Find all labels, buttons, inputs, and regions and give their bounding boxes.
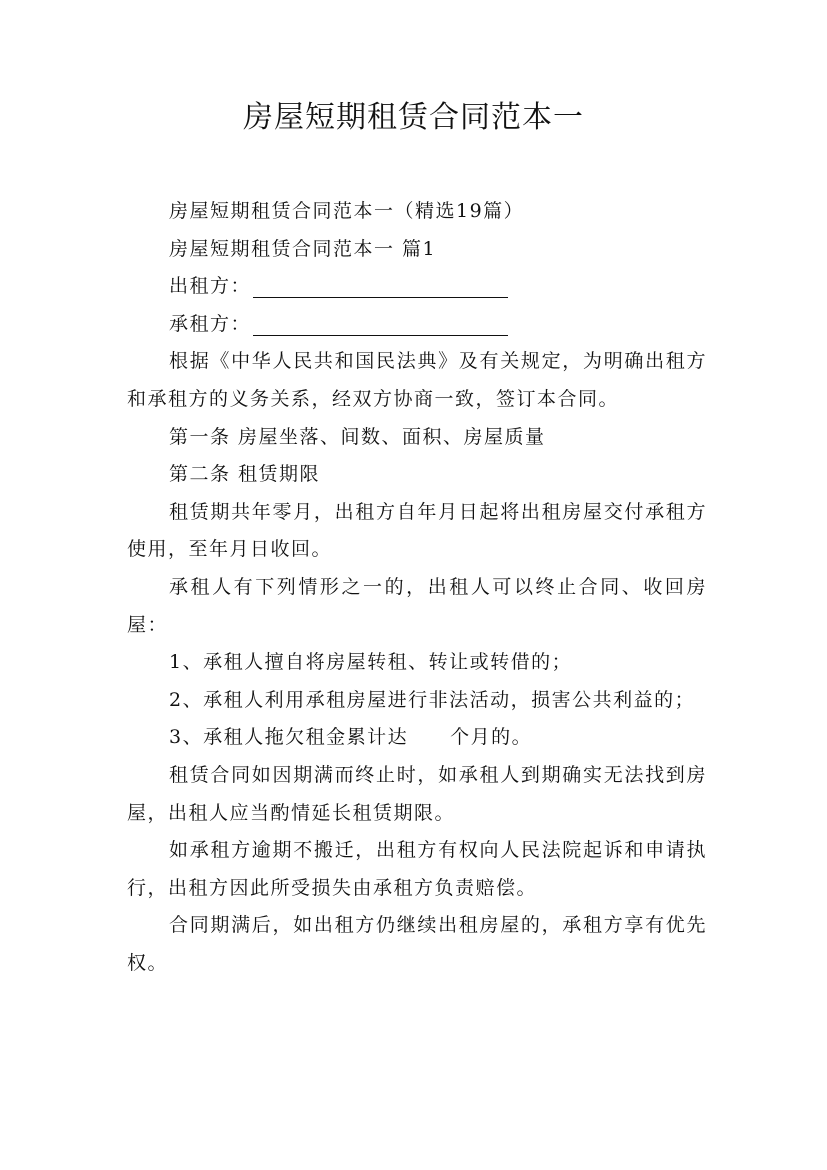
document-title: 房屋短期租赁合同范本一 xyxy=(243,100,584,135)
paragraph-subtitle: 房屋短期租赁合同范本一（精选19篇） xyxy=(169,200,525,222)
paragraph-overdue-relocation: 如承租方逾期不搬迁，出租方有权向人民法院起诉和申请执行，出租方因此所受损失由承租方负责赔偿。 xyxy=(127,839,707,899)
lessor-blank-field xyxy=(253,275,508,298)
paragraph-lease-term: 租赁期共年零月，出租方自年月日起将出租房屋交付承租方使用，至年月日收回。 xyxy=(127,500,707,561)
lessor-line xyxy=(127,268,707,306)
paragraph-priority-right: 合同期满后，如出租方仍继续出租房屋的，承租方享有优先权。 xyxy=(127,914,707,974)
lessee-blank-field xyxy=(253,313,508,336)
lessor-label: 出租方： xyxy=(169,275,252,298)
paragraph-article-2: 第二条 租赁期限 xyxy=(169,463,321,486)
lessee-line xyxy=(127,306,707,344)
paragraph-preamble: 根据《中华人民共和国民法典》及有关规定，为明确出租方和承租方的义务关系，经双方协商一致，签订本合同。 xyxy=(127,350,707,410)
paragraph-article-1: 第一条 房屋坐落、间数、面积、房屋质量 xyxy=(169,425,546,448)
paragraph-expiry-extension: 租赁合同如因期满而终止时，如承租人到期确实无法找到房屋，出租人应当酌情延长租赁期限。 xyxy=(127,763,707,824)
list-item-3-after: 个月的。 xyxy=(450,726,533,749)
list-item-2: 2、承租人利用承租房屋进行非法活动，损害公共利益的； xyxy=(169,688,696,711)
list-item-1: 1、承租人擅自将房屋转租、转让或转借的； xyxy=(169,651,573,674)
lessee-label: 承租方： xyxy=(169,312,252,335)
list-item-3-before: 3、承租人拖欠租金累计达 xyxy=(169,726,409,749)
paragraph-section-heading: 房屋短期租赁合同范本一 篇1 xyxy=(169,237,437,260)
paragraph-termination-conditions: 承租人有下列情形之一的，出租人可以终止合同、收回房屋： xyxy=(127,575,707,636)
document-body xyxy=(127,193,707,982)
list-item-3 xyxy=(127,719,707,757)
